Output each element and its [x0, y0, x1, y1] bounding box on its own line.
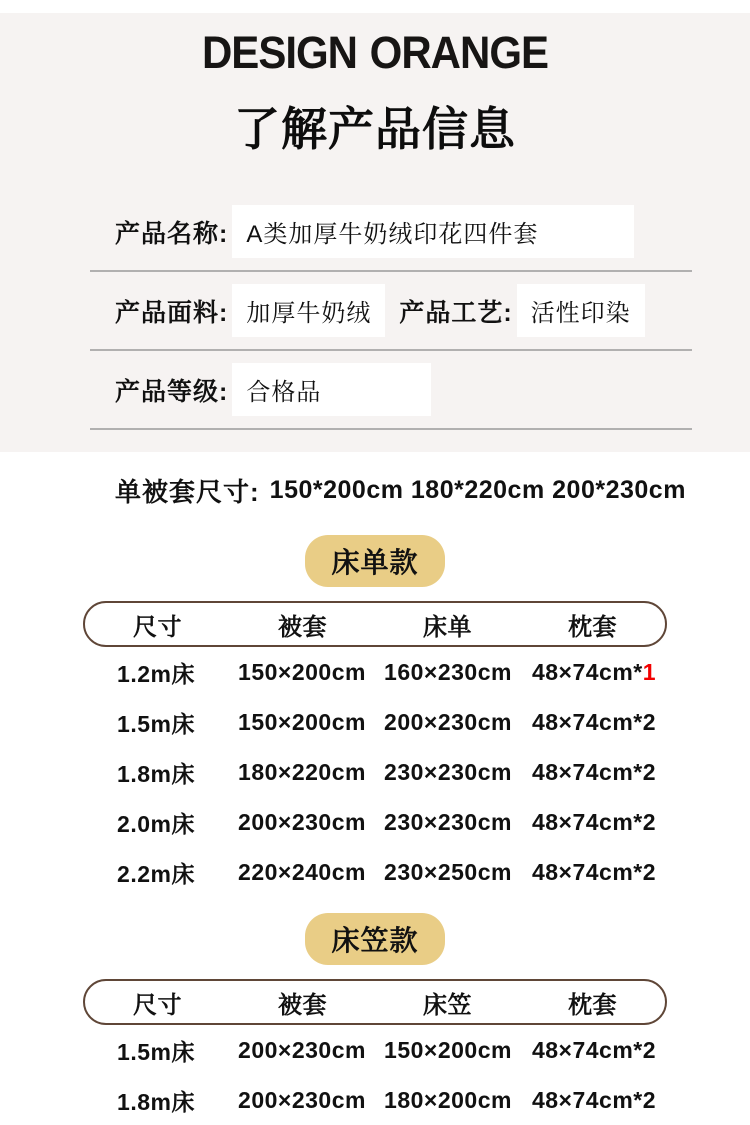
top-margin-strip: [0, 0, 750, 13]
cell-pillow: [521, 659, 667, 686]
pillow-count: 1: [642, 658, 657, 685]
table-row: [83, 747, 667, 797]
cell-size: 1.2m床: [117, 660, 195, 687]
column-header-duvet: 被套: [278, 613, 327, 641]
duvet-size-label: 单被套尺寸:: [115, 477, 260, 507]
cell-duvet: 220×240cm: [238, 858, 366, 885]
divider: [90, 349, 692, 351]
cell-size: 2.2m床: [117, 860, 195, 887]
cell-size: 2.0m床: [117, 810, 195, 837]
attribute-row-grade: [0, 353, 750, 426]
cell-pillow: [521, 759, 667, 786]
cell-duvet: 180×220cm: [238, 758, 366, 785]
page-title: 了解产品信息: [234, 103, 516, 155]
table-row: [83, 847, 667, 897]
attribute-value: 合格品: [232, 363, 431, 416]
pillow-size: 48×74cm*: [531, 808, 643, 835]
pillow-count: 2: [642, 708, 657, 735]
badge-fitted-style: 床笠款: [305, 913, 444, 965]
pillow-size: 48×74cm*: [531, 1036, 643, 1063]
duvet-size-row: [0, 452, 750, 527]
cell-size: 1.8m床: [117, 1088, 195, 1115]
cell-duvet: 150×200cm: [238, 658, 366, 685]
cell-duvet: 150×200cm: [238, 708, 366, 735]
attribute-value: A类加厚牛奶绒印花四件套: [232, 205, 634, 258]
cell-size: 1.5m床: [117, 710, 195, 737]
spec-table-fitted: [83, 979, 667, 1125]
cell-pillow: [521, 1037, 667, 1064]
table-row: [83, 1025, 667, 1075]
attribute-row-fabric-craft: [0, 274, 750, 347]
cell-sheet: 230×230cm: [384, 808, 512, 835]
attribute-label: 产品面料:: [115, 298, 229, 327]
cell-pillow: [521, 859, 667, 886]
cell-size: 1.5m床: [117, 1038, 195, 1065]
pillow-size: 48×74cm*: [531, 1086, 643, 1113]
attribute-value: 加厚牛奶绒: [232, 284, 385, 337]
cell-pillow: [521, 1087, 667, 1114]
cell-duvet: 200×230cm: [238, 1036, 366, 1063]
divider: [90, 270, 692, 272]
column-header-fitted: 床笠: [423, 991, 472, 1019]
cell-duvet: 200×230cm: [238, 808, 366, 835]
pillow-count: 2: [642, 1036, 657, 1063]
attribute-label: 产品名称:: [115, 219, 229, 248]
pillow-count: 2: [642, 808, 657, 835]
attribute-row-name: [0, 195, 750, 268]
cell-duvet: 200×230cm: [238, 1086, 366, 1113]
product-attributes: [0, 195, 750, 430]
attribute-label: 产品等级:: [115, 377, 229, 406]
table-row: [83, 697, 667, 747]
cell-sheet: 230×250cm: [384, 858, 512, 885]
cell-fitted: 150×200cm: [384, 1036, 512, 1063]
pillow-size: 48×74cm*: [531, 658, 643, 685]
column-header-pillow: 枕套: [568, 613, 617, 641]
table-row: [83, 1075, 667, 1125]
attribute-value: 活性印染: [517, 284, 645, 337]
cell-sheet: 200×230cm: [384, 708, 512, 735]
cell-sheet: 160×230cm: [384, 658, 512, 685]
spec-table-header: [83, 979, 667, 1025]
pillow-size: 48×74cm*: [531, 758, 643, 785]
duvet-size-values: 150*200cm 180*220cm 200*230cm: [269, 476, 686, 504]
cell-sheet: 230×230cm: [384, 758, 512, 785]
column-header-sheet: 床单: [423, 613, 472, 641]
table-row: [83, 647, 667, 697]
column-header-duvet: 被套: [278, 991, 327, 1019]
product-info-section: [0, 13, 750, 452]
cell-size: 1.8m床: [117, 760, 195, 787]
pillow-count: 2: [642, 858, 657, 885]
badge-sheet-style: 床单款: [305, 535, 444, 587]
pillow-size: 48×74cm*: [531, 708, 643, 735]
cell-fitted: 180×200cm: [384, 1086, 512, 1113]
pillow-count: 2: [642, 1086, 657, 1113]
column-header-size: 尺寸: [133, 613, 182, 641]
table-row: [83, 797, 667, 847]
brand-title: DESIGN ORANGE: [201, 27, 549, 78]
pillow-count: 2: [642, 758, 657, 785]
column-header-pillow: 枕套: [568, 991, 617, 1019]
attribute-label: 产品工艺:: [399, 298, 513, 327]
pillow-size: 48×74cm*: [531, 858, 643, 885]
cell-pillow: [521, 809, 667, 836]
cell-pillow: [521, 709, 667, 736]
spec-table-sheet: [83, 601, 667, 897]
spec-table-header: [83, 601, 667, 647]
divider: [90, 428, 692, 430]
column-header-size: 尺寸: [133, 991, 182, 1019]
